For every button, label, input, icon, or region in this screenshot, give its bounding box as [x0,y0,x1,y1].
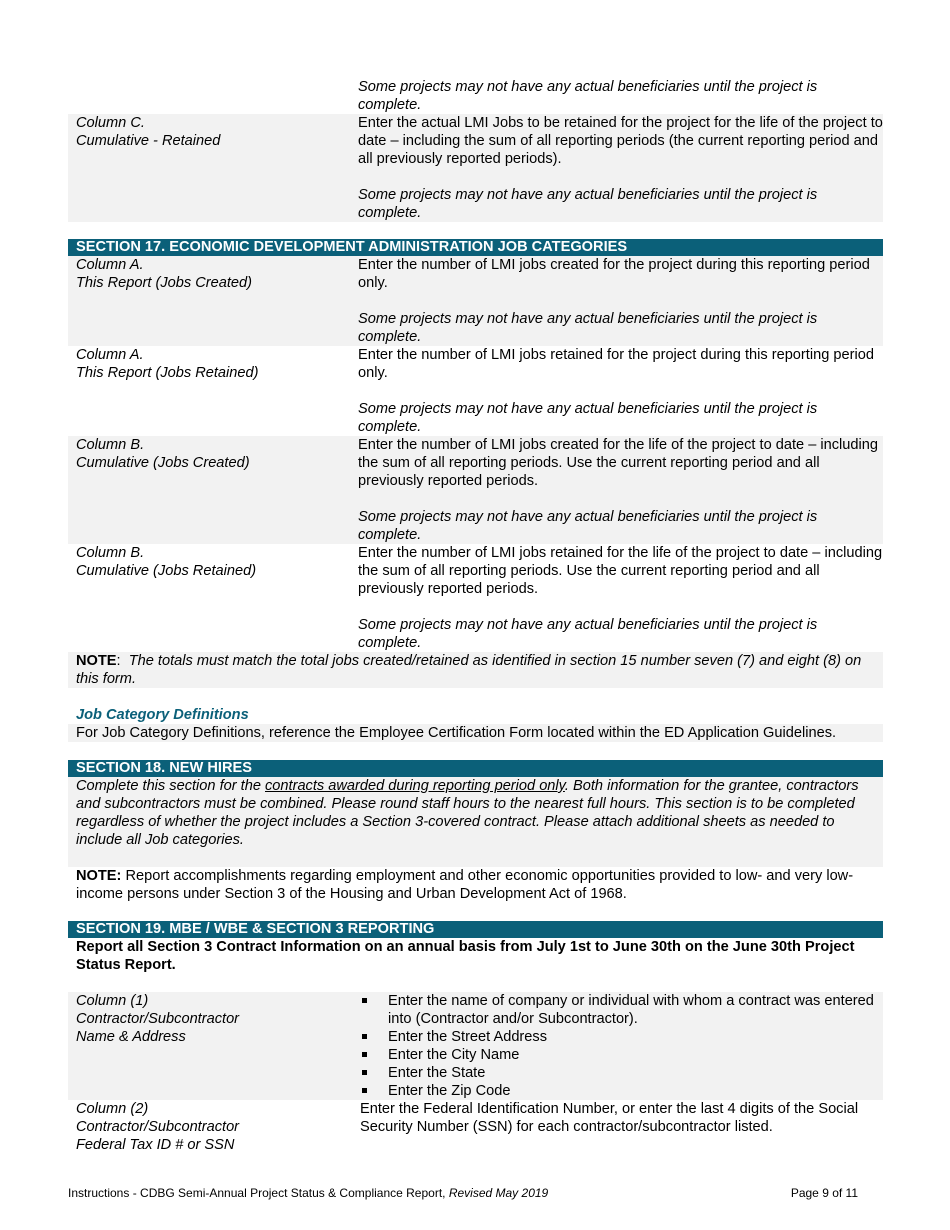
beneficiary-note: Some projects may not have any actual beneficiaries until the project is complete. [358,311,818,345]
column-c-text: Enter the actual LMI Jobs to be retained for the project for the life of the project to date – including the sum of all reporting periods (the current reporting period and all previously reported periods). [358,115,883,167]
row-sublabel: This Report (Jobs Retained) [76,365,259,381]
note-label: NOTE: [76,868,122,884]
column-b-continuation [68,78,883,114]
section-17-note: NOTE: The totals must match the total jobs created/retained as identified in section 15 number seven (7) and eight (8) on this form. [68,652,883,688]
row-label: Column (2) [76,1101,149,1117]
row-label: Column A. [76,347,144,363]
footer-revision: Revised May 2019 [448,1186,549,1200]
column-c-row [68,114,883,222]
note-text: The totals must match the total jobs created/retained as identified in section 15 number seven (7) and eight (8) on this form. [76,653,862,687]
intro-text: . Both information for the grantee, contractors and subcontractors must be combined. Please round staff hours to the nearest full hours. This section is to be completed regardless of whether the project includes a Section 3-covered contract. Please attach additional sheets as needed to include all Job categories. [76,778,859,848]
row-text: Enter the number of LMI jobs retained for the project during this reporting period only. [358,347,874,381]
row-sublabel: Contractor/Subcontractor [76,1011,240,1027]
note-label: NOTE [76,653,117,669]
row-sublabel: This Report (Jobs Created) [76,275,253,291]
column-c-label: Column C. [76,115,145,131]
list-item: Enter the State [358,1064,883,1082]
row-label: Column B. [76,545,145,561]
job-category-definitions-title: Job Category Definitions [76,707,249,723]
row-text: Enter the Federal Identification Number, or enter the last 4 digits of the Social Security Number (SSN) for each contractor/subcontractor listed. [360,1101,859,1135]
page-number: Page 9 of 11 [790,1186,858,1200]
beneficiary-note: Some projects may not have any actual beneficiaries until the project is complete. [358,187,818,221]
beneficiary-note: Some projects may not have any actual beneficiaries until the project is complete. [358,617,818,651]
list-item: Enter the name of company or individual with whom a contract was entered into (Contractor and/or Subcontractor). [358,992,883,1028]
beneficiary-note: Some projects may not have any actual beneficiaries until the project is complete. [358,79,818,113]
table-row [68,544,883,652]
section-18-intro [68,777,883,867]
note-text: Report accomplishments regarding employment and other economic opportunities provided to low- and very low-income persons under Section 3 of the Housing and Urban Development Act of 1968. [76,868,854,902]
row-text: Enter the number of LMI jobs created for the life of the project to date – including the sum of all reporting periods. Use the current reporting period and all previously reported periods. [358,437,879,489]
row-sublabel: Cumulative (Jobs Retained) [76,563,257,579]
intro-text: Complete this section for the [76,778,265,794]
footer-title [68,1186,548,1200]
table-row [68,436,883,544]
section-18-note [68,867,883,903]
list-item: Enter the Street Address [358,1028,883,1046]
footer-text: Instructions - CDBG Semi-Annual Project Status & Compliance Report, [68,1186,449,1200]
bullet-list [358,992,883,1100]
list-item: Enter the Zip Code [358,1082,883,1100]
column-c-sublabel: Cumulative - Retained [76,133,221,149]
page-footer [68,1186,858,1200]
row-sublabel: Cumulative (Jobs Created) [76,455,250,471]
beneficiary-note: Some projects may not have any actual beneficiaries until the project is complete. [358,509,818,543]
row-text: Enter the number of LMI jobs retained for the life of the project to date – including the sum of all reporting periods. Use the current reporting period and all previously reported periods. [358,545,883,597]
intro-underline: contracts awarded during reporting period only [265,778,565,794]
section-19-header: SECTION 19. MBE / WBE & SECTION 3 REPORTING [68,921,883,938]
row-sublabel: Name & Address [76,1029,186,1045]
table-row [68,346,883,436]
row-label: Column (1) [76,993,149,1009]
beneficiary-note: Some projects may not have any actual beneficiaries until the project is complete. [358,401,818,435]
section-17-header: SECTION 17. ECONOMIC DEVELOPMENT ADMINISTRATION JOB CATEGORIES [68,239,883,256]
section-18-header: SECTION 18. NEW HIRES [68,760,883,777]
table-row [68,1100,883,1154]
row-text: Enter the number of LMI jobs created for the project during this reporting period only. [358,257,870,291]
job-category-definitions-text: For Job Category Definitions, reference the Employee Certification Form located within the ED Application Guidelines. [68,724,883,742]
row-sublabel: Federal Tax ID # or SSN [76,1137,235,1153]
document-page [68,0,883,1154]
table-row [68,992,883,1100]
table-row [68,256,883,346]
section-19-intro: Report all Section 3 Contract Information on an annual basis from July 1st to June 30th on the June 30th Project Status Report. [76,939,855,973]
row-label: Column B. [76,437,145,453]
row-sublabel: Contractor/Subcontractor [76,1119,240,1135]
row-label: Column A. [76,257,144,273]
list-item: Enter the City Name [358,1046,883,1064]
